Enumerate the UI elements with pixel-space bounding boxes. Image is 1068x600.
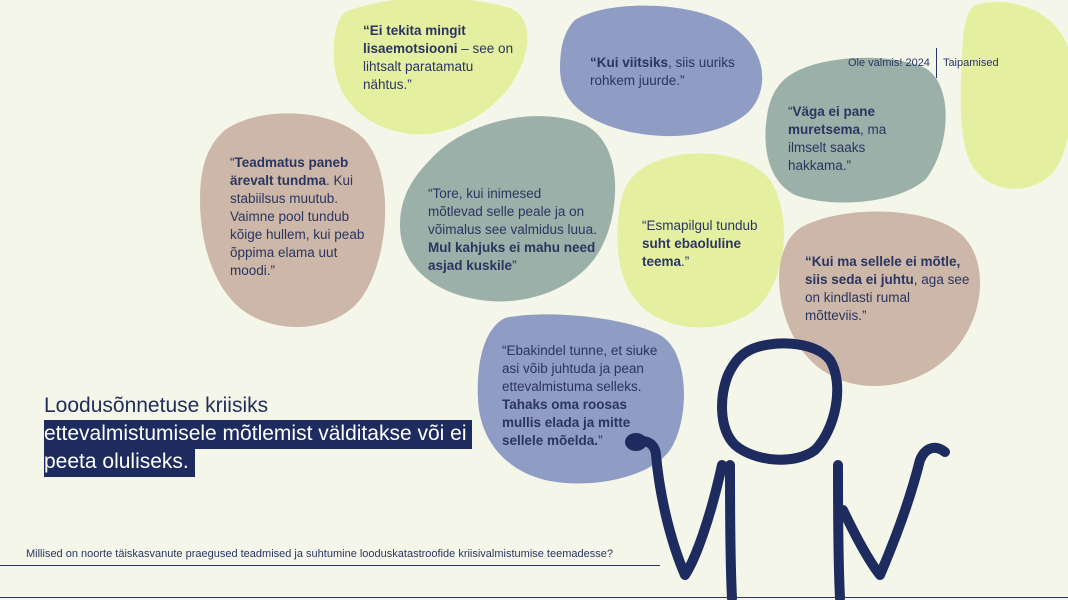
quote-segment: ” [512, 258, 517, 273]
header-divider [936, 48, 937, 78]
quote-6 [642, 217, 772, 271]
quote-segment: “Kui ma sellele ei mõtle, siis seda ei juhtu [805, 254, 961, 287]
quote-segment: ” [598, 433, 603, 448]
figure-right-arm [843, 448, 945, 575]
bubble-lime-right [961, 2, 1068, 189]
header [848, 48, 999, 78]
quote-segment: . Kui stabiilsus muutub. Vaimne pool tundub kõige hullem, kui peab õppima elama uut moodi.” [230, 173, 365, 278]
quote-segment: “Ei tekita mingit lisaemotsiooni [363, 23, 466, 56]
research-question: Millised on noorte täiskasvanute praegused teadmised ja suhtumine looduskatastroofide kriisivalmistumise teemadesse? [26, 548, 613, 560]
quote-segment: Väga ei pane muretsema [788, 104, 876, 137]
headline [44, 392, 474, 476]
headline-highlight: ettevalmistumisele mõtlemist välditakse või ei peeta oluliseks. [44, 420, 472, 477]
quote-4 [230, 154, 370, 280]
quote-2 [590, 54, 750, 90]
quote-segment: “Kui viitsiks [590, 55, 669, 70]
quote-segment: “Tore, kui inimesed mõtlevad selle peale ja on võimalus see valmidus luua. [428, 186, 597, 237]
figure-body-left [730, 465, 732, 598]
quote-segment: , aga see on kindlasti rumal mõtteviis.” [805, 272, 970, 323]
headline-line1: Loodusõnnetuse kriisiks [44, 394, 269, 417]
divider-line [0, 565, 660, 566]
quote-segment: “ [230, 155, 235, 170]
quote-segment: , siis uuriks rohkem juurde.” [590, 55, 735, 88]
quote-segment: Teadmatus paneb ärevalt tundma [230, 155, 349, 188]
quote-segment: “Esmapilgul tundub [642, 218, 758, 233]
figure-body-right [838, 465, 840, 598]
quote-5 [428, 185, 598, 275]
quote-1 [363, 22, 523, 94]
quote-8 [502, 342, 662, 450]
header-section: Taipamised [942, 57, 999, 69]
quote-segment: “Ebakindel tunne, et siuke asi võib juhtuda ja pean ettevalmistuma selleks. [502, 343, 658, 394]
quote-segment: Mul kahjuks ei mahu need asjad kuskile [428, 240, 596, 273]
quote-7 [805, 253, 975, 325]
header-project: Ole valmis! 2024 [848, 57, 930, 69]
quote-segment: , ma ilmselt saaks hakkama.” [788, 122, 887, 173]
quote-segment: suht ebaoluline teema [642, 236, 742, 269]
quote-segment: .” [681, 254, 690, 269]
bottom-divider [0, 597, 1068, 598]
quote-segment: – see on lihtsalt paratamatu nähtus.” [363, 41, 514, 92]
quote-segment: Tahaks oma roosas mullis elada ja mitte sellele mõelda. [502, 397, 631, 448]
quote-3 [788, 103, 928, 175]
quote-segment: “ [788, 104, 793, 119]
